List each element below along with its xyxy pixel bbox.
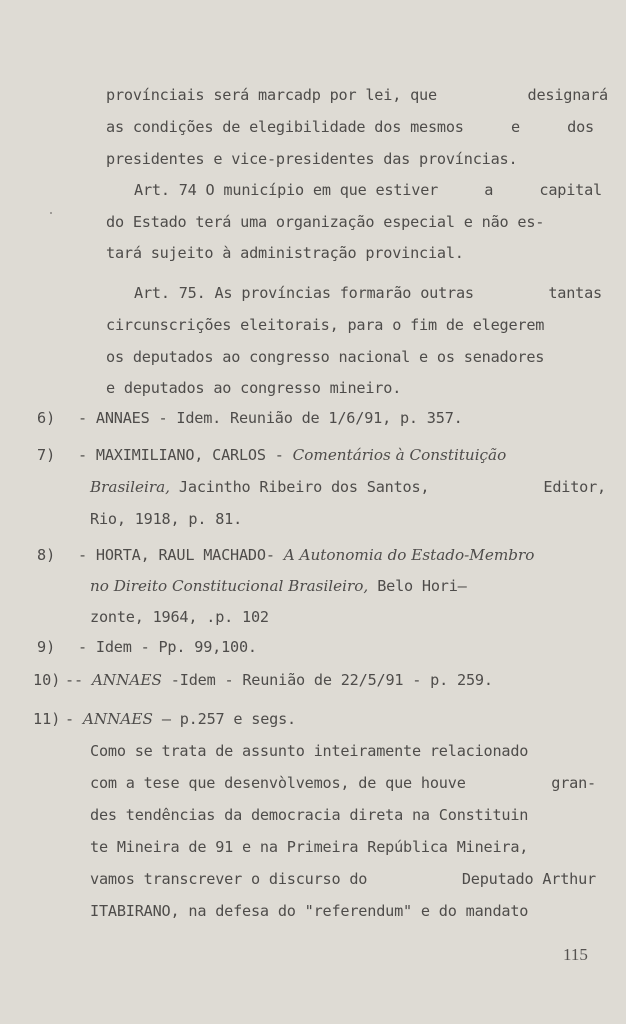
text: Art. 75. As províncias formarão outras	[134, 284, 474, 302]
footnote-8-line-3	[90, 608, 269, 626]
footnote-number-7: 7)	[37, 446, 56, 464]
footnote-11-body-line-6	[90, 902, 528, 920]
footnote-7-line-3	[90, 510, 242, 528]
text: Como se trata de assunto inteiramente relacionado	[90, 742, 529, 760]
text: - HORTA, RAUL MACHADO-	[78, 546, 284, 564]
article-75-line-4	[106, 379, 401, 397]
article-74-line-1	[134, 181, 602, 199]
source-title: ANNAES	[82, 710, 153, 728]
body-line-1	[106, 86, 608, 104]
text: e deputados ao congresso mineiro.	[106, 379, 402, 397]
article-74-line-2	[106, 213, 544, 231]
text: ITABIRANO, na defesa do "referendum" e do mandato	[90, 902, 529, 920]
text: os deputados ao congresso nacional e os senadores	[106, 348, 545, 366]
text: e	[510, 118, 520, 136]
footnote-number-11: 11)	[33, 710, 61, 728]
book-title: no Direito Constitucional Brasileiro,	[90, 577, 369, 595]
text: vamos transcrever o discurso do	[90, 870, 368, 888]
text: tará sujeito à administração provincial.	[106, 244, 464, 262]
article-74-line-3	[106, 244, 464, 262]
text: - ANNAES - Idem. Reunião de 1/6/91, p. 357.	[78, 409, 463, 427]
footnote-11-body-line-1	[90, 742, 528, 760]
footnote-number-10: 10)	[33, 671, 61, 689]
text: gran-	[551, 774, 596, 792]
text: Belo Hori—	[368, 577, 467, 595]
footnote-11-body-line-4	[90, 838, 528, 856]
text: --	[65, 671, 92, 689]
text: circunscrições eleitorais, para o fim de elegerem	[106, 316, 545, 334]
footnote-6-line-1	[78, 409, 463, 427]
source-title: ANNAES	[91, 671, 162, 689]
text: designará	[527, 86, 608, 104]
scan-speck	[50, 212, 52, 214]
text: com a tese que desenvòlvemos, de que houve	[90, 774, 466, 792]
footnote-7-line-1	[78, 446, 506, 464]
text: Jacintho Ribeiro dos Santos,	[169, 478, 430, 496]
footnote-7-line-2	[90, 478, 606, 496]
text: -Idem - Reunião de 22/5/91 - p. 259.	[161, 671, 493, 689]
footnote-10-line-1	[65, 671, 493, 689]
footnote-8-line-2	[90, 577, 467, 595]
text: Art. 74 O município em que estiver	[134, 181, 439, 199]
text: Editor,	[543, 478, 606, 496]
body-line-3	[106, 150, 517, 168]
text: capital	[539, 181, 602, 199]
article-75-line-1	[134, 284, 602, 302]
body-line-2	[106, 118, 594, 136]
text: - Idem - Pp. 99,100.	[78, 638, 257, 656]
text: Rio, 1918, p. 81.	[90, 510, 243, 528]
text: as condições de elegibilidade dos mesmos	[106, 118, 464, 136]
book-title: A Autonomia do Estado-Membro	[283, 546, 535, 564]
article-75-line-3	[106, 348, 544, 366]
text: provínciais será marcadp por lei, que	[106, 86, 437, 104]
text: do Estado terá uma organização especial e não es-	[106, 213, 545, 231]
text: Deputado Arthur	[461, 870, 596, 888]
footnote-8-line-1	[78, 546, 534, 564]
text: tantas	[548, 284, 602, 302]
text: des tendências da democracia direta na Constituin	[90, 806, 529, 824]
book-title: Brasileira,	[90, 478, 170, 496]
footnote-number-8: 8)	[37, 546, 56, 564]
text: zonte, 1964, .p. 102	[90, 608, 269, 626]
footnote-11-line-1	[65, 710, 296, 728]
book-title: Comentários à Constituição	[292, 446, 507, 464]
page-number: 115	[563, 945, 588, 964]
footnote-11-body-line-2	[90, 774, 596, 792]
text: a	[484, 181, 494, 199]
footnote-9-line-1	[78, 638, 257, 656]
text: te Mineira de 91 e na Primeira República Mineira,	[90, 838, 529, 856]
footnote-11-body-line-5	[90, 870, 596, 888]
article-75-line-2	[106, 316, 544, 334]
text: dos	[567, 118, 594, 136]
footnote-11-body-line-3	[90, 806, 528, 824]
footnote-number-9: 9)	[37, 638, 56, 656]
text: presidentes e vice-presidentes das províncias.	[106, 150, 518, 168]
text: -	[65, 710, 83, 728]
text: – p.257 e segs.	[152, 710, 297, 728]
footnote-number-6: 6)	[37, 409, 56, 427]
text: - MAXIMILIANO, CARLOS -	[78, 446, 293, 464]
